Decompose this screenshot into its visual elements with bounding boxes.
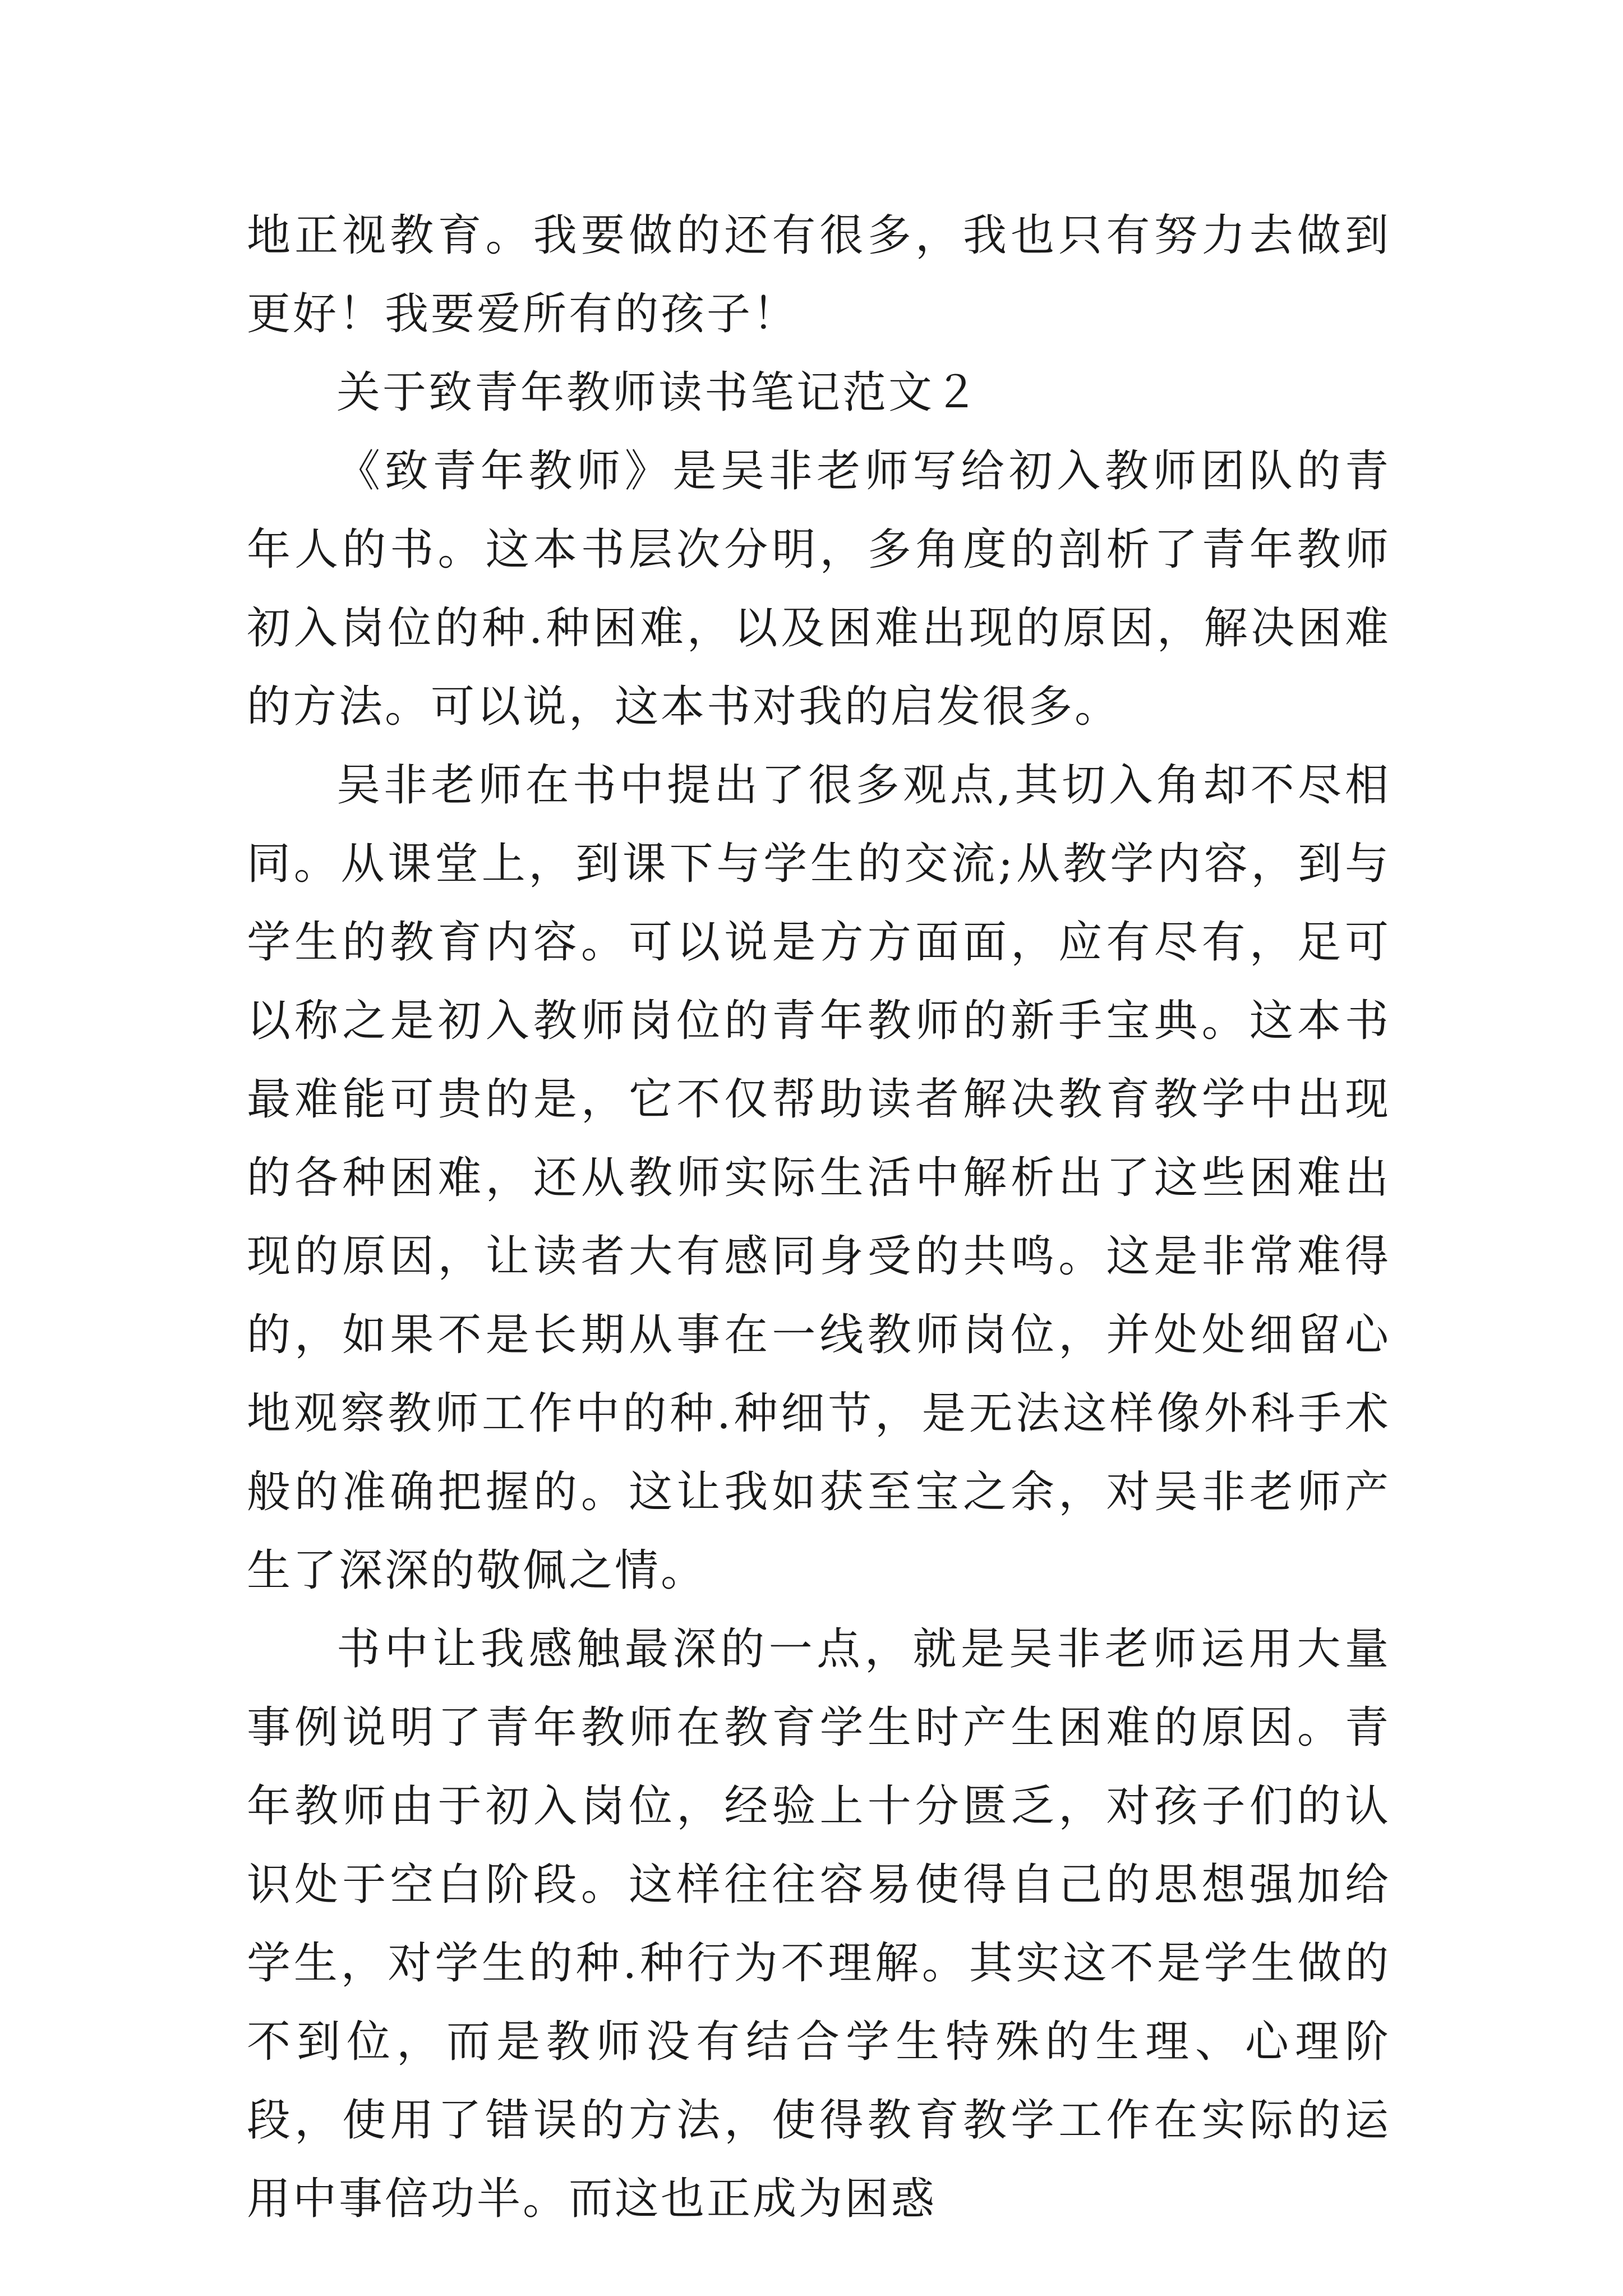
paragraph-viewpoints: 吴非老师在书中提出了很多观点,其切入角却不尽相同。从课堂上，到课下与学生的交流;从教学内容，到与学生的教育内容。可以说是方方面面，应有尽有，足可以称之是初入教师岗位的青年教师的新手宝典。这本书最难能可贵的是，它不仅帮助读者解决教育教学中出现的各种困难，还从教师实际生活中解析出了这些困难出现的原因，让读者大有感同身受的共鸣。这是非常难得的，如果不是长期从事在一线教师岗位，并处处细留心地观察教师工作中的种.种细节，是无法这样像外科手术般的准确把握的。这让我如获至宝之余，对吴非老师产生了深深的敬佩之情。 <box>247 760 1391 1596</box>
paragraph-intro: 《致青年教师》是吴非老师写给初入教师团队的青年人的书。这本书层次分明，多角度的剖析了青年教师初入岗位的种.种困难，以及困难出现的原因，解决困难的方法。可以说，这本书对我的启发很多。 <box>247 446 1391 732</box>
document-body <box>247 196 1391 2238</box>
section-title: 关于致青年教师读书笔记范文２ <box>336 367 981 418</box>
paragraph-reflection: 书中让我感触最深的一点，就是吴非老师运用大量事例说明了青年教师在教育学生时产生困难的原因。青年教师由于初入岗位，经验上十分匮乏，对孩子们的认识处于空白阶段。这样往往容易使得自己的思想强加给学生，对学生的种.种行为不理解。其实这不是学生做的不到位，而是教师没有结合学生特殊的生理、心理阶段，使用了错误的方法，使得教育教学工作在实际的运用中事倍功半。而这也正成为困惑 <box>247 1624 1391 2224</box>
continued-paragraph: 地正视教育。我要做的还有很多，我也只有努力去做到更好！我要爱所有的孩子！ <box>247 210 1391 339</box>
